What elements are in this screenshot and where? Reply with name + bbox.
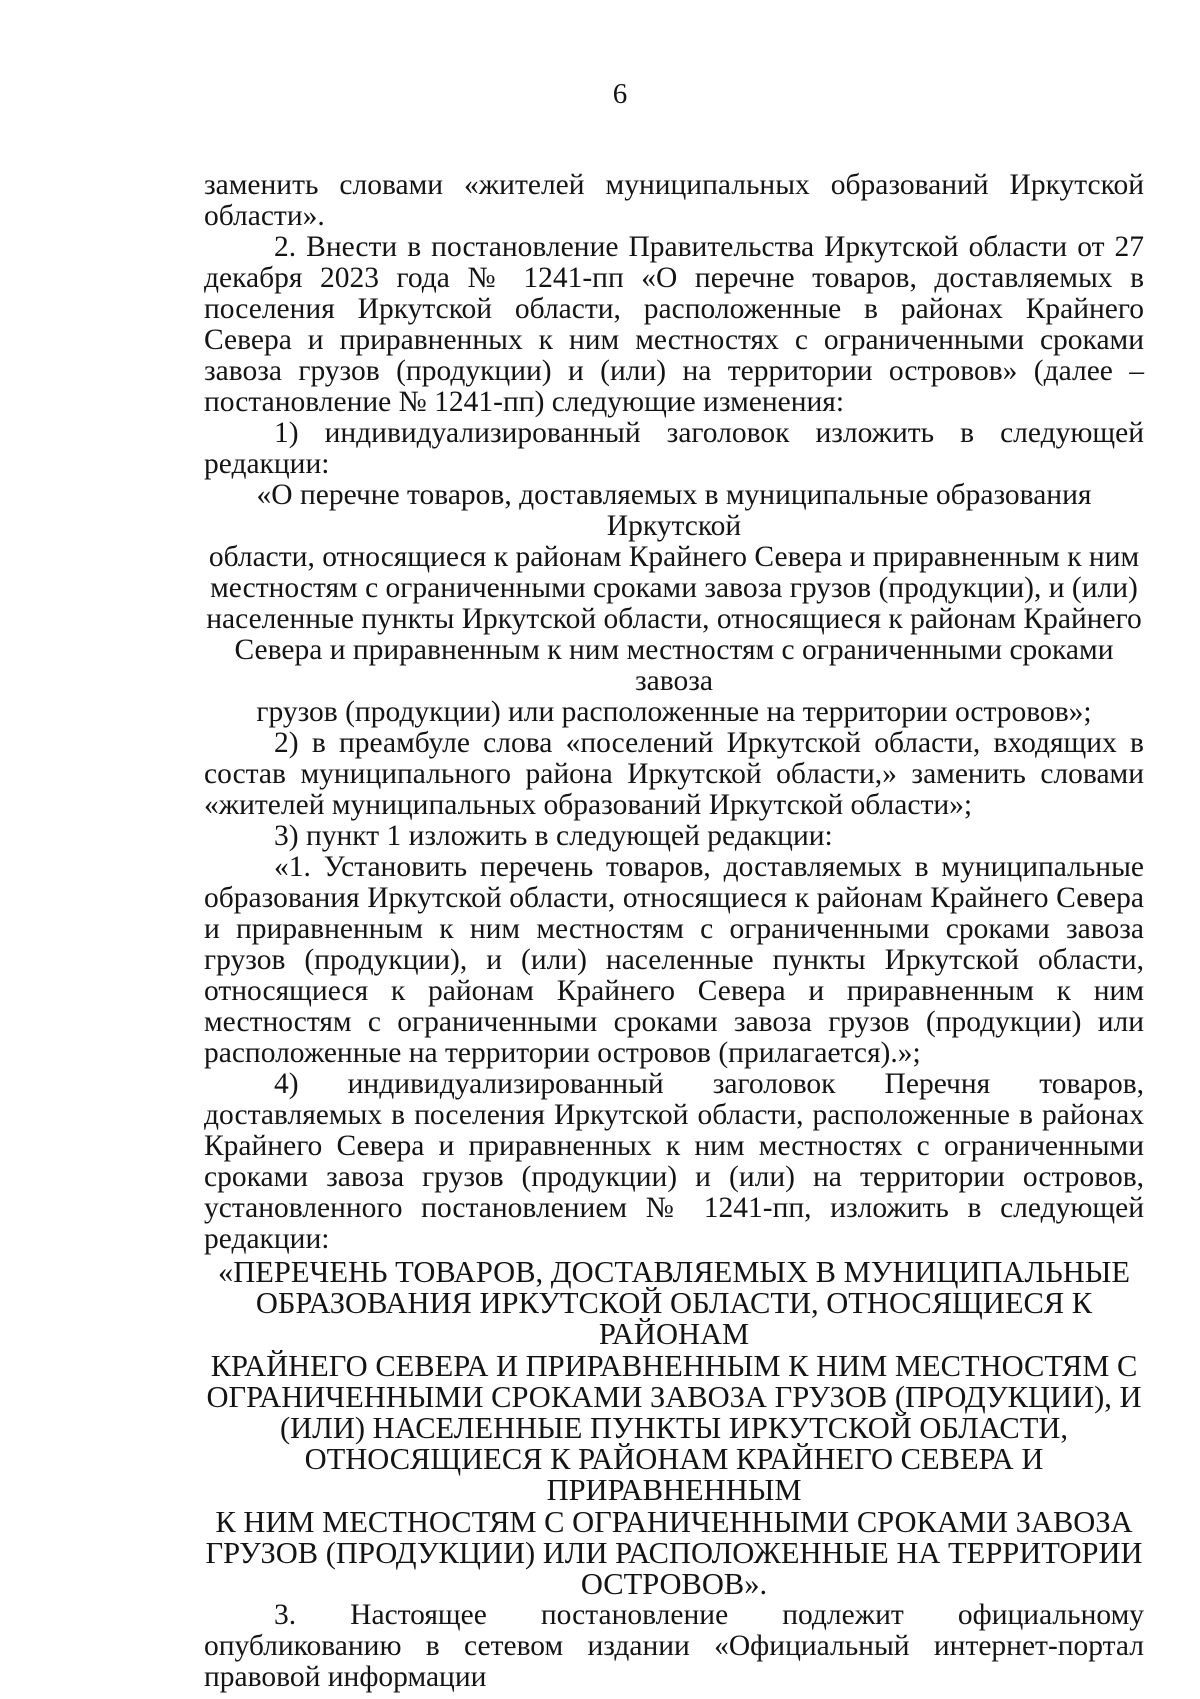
item-4-intro: 4) индивидуализированный заголовок Перечня товаров, доставляемых в поселения Иркутской области, расположенные в районах Крайнего Севера и приравненных к ним местностях с ограниченными сроками завоза грузов (продукции) и (или) на территории островов, установленного постановлением № 1241-пп, изложить в следующей редакции: xyxy=(204,1068,1144,1255)
section-3-paragraph: 3. Настоящее постановление подлежит официальному опубликованию в сетевом издании «Официальный интернет-портал правовой информации xyxy=(204,1599,1144,1694)
section-2-paragraph: 2. Внести в постановление Правительства Иркутской области от 27 декабря 2023 года № 1241-пп «О перечне товаров, доставляемых в поселения Иркутской области, расположенные в районах Крайнего Севера и приравненных к ним местностях с ограниченными сроками завоза грузов (продукции) и (или) на территории островов» (далее – постановление № 1241-пп) следующие изменения: xyxy=(204,231,1144,418)
document-body xyxy=(204,170,1144,1693)
caps-line: ОСТРОВОВ». xyxy=(580,1567,768,1602)
caps-line: ОГРАНИЧЕННЫМИ СРОКАМИ ЗАВОЗА ГРУЗОВ (ПРОДУКЦИИ), И xyxy=(206,1379,1142,1414)
caps-line: (ИЛИ) НАСЕЛЕННЫЕ ПУНКТЫ ИРКУТСКОЙ ОБЛАСТИ, xyxy=(280,1411,1068,1446)
page-number: 6 xyxy=(612,78,628,110)
caps-line: К НИМ МЕСТНОСТЯМ С ОГРАНИЧЕННЫМИ СРОКАМИ ЗАВОЗА xyxy=(215,1504,1133,1539)
continuation-paragraph: заменить словами «жителей муниципальных образований Иркутской области». xyxy=(204,169,1144,232)
caps-line: ОБРАЗОВАНИЯ ИРКУТСКОЙ ОБЛАСТИ, ОТНОСЯЩИЕСЯ К РАЙОНАМ xyxy=(255,1286,1093,1352)
quote-line: области, относящиеся к районам Крайнего Севера и приравненным к ним xyxy=(208,541,1140,573)
item-1-quoted-title xyxy=(204,480,1144,728)
item-1-intro: 1) индивидуализированный заголовок изложить в следующей редакции: xyxy=(204,417,1144,480)
quote-line: Севера и приравненным к ним местностям с ограниченными сроками завоза xyxy=(234,634,1114,697)
item-3-text: «1. Установить перечень товаров, доставляемых в муниципальные образования Иркутской области, относящиеся к районам Крайнего Севера и приравненным к ним местностям с ограниченными сроками завоза грузов (продукции), и (или) населенные пункты Иркутской области, относящиеся к районам Крайнего Севера и приравненным к ним местностям с ограниченными сроками завоза грузов (продукции) или расположенные на территории островов (прилагается).»; xyxy=(204,851,1144,1069)
quote-line: «О перечне товаров, доставляемых в муниципальные образования Иркутской xyxy=(256,479,1092,542)
caps-line: КРАЙНЕГО СЕВЕРА И ПРИРАВНЕННЫМ К НИМ МЕСТНОСТЯМ С xyxy=(210,1348,1138,1383)
caps-line: ГРУЗОВ (ПРОДУКЦИИ) ИЛИ РАСПОЛОЖЕННЫЕ НА ТЕРРИТОРИИ xyxy=(205,1535,1143,1570)
caps-line: «ПЕРЕЧЕНЬ ТОВАРОВ, ДОСТАВЛЯЕМЫХ В МУНИЦИПАЛЬНЫЕ xyxy=(218,1255,1130,1289)
quote-line: населенные пункты Иркутской области, относящиеся к районам Крайнего xyxy=(206,603,1142,635)
quote-line: грузов (продукции) или расположенные на территории островов»; xyxy=(256,696,1092,728)
quote-line: местностям с ограниченными сроками завоза грузов (продукции), и (или) xyxy=(210,572,1138,604)
item-4-caps-title xyxy=(204,1257,1144,1600)
item-2-paragraph: 2) в преамбуле слова «поселений Иркутской области, входящих в состав муниципального района Иркутской области,» заменить словами «жителей муниципальных образований Иркутской области»; xyxy=(204,727,1144,821)
item-3-intro: 3) пункт 1 изложить в следующей редакции: xyxy=(274,820,833,852)
caps-line: ОТНОСЯЩИЕСЯ К РАЙОНАМ КРАЙНЕГО СЕВЕРА И ПРИРАВНЕННЫМ xyxy=(304,1442,1044,1508)
